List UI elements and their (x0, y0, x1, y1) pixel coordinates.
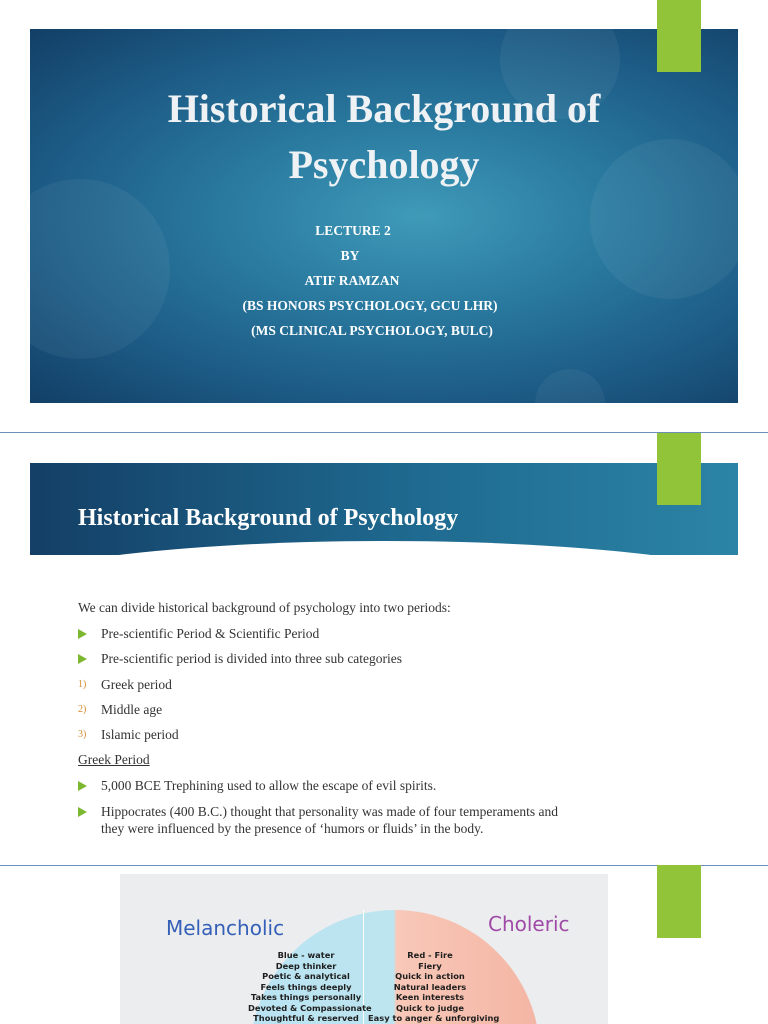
numbered-item-text: Greek period (101, 677, 172, 692)
slide-divider (0, 432, 768, 433)
list-item-text: Pre-scientific period is divided into three sub categories (101, 651, 403, 666)
bullet-arrow-icon (78, 781, 87, 791)
trait: Fiery (418, 960, 442, 971)
item-number: 1) (78, 679, 87, 690)
trait: Takes things personally (250, 992, 362, 1002)
trait: Poetic & analytical (262, 971, 350, 981)
slide-divider (0, 865, 768, 866)
list-item-text: Hippocrates (400 B.C.) thought that personality was made of four temperaments and (101, 804, 559, 819)
temperaments-slide (120, 874, 608, 1024)
author-name: ATIF RAMZAN (304, 273, 400, 288)
title-line-1: Historical Background of (167, 86, 601, 131)
melancholic-traits (248, 950, 372, 1024)
trait: Natural leaders (393, 981, 467, 992)
title-slide-heading (30, 81, 738, 193)
list-item-text: 5,000 BCE Trephining used to allow the escape of evil spirits. (101, 778, 437, 793)
header-curve (30, 541, 738, 555)
numbered-item-text: Islamic period (101, 727, 179, 742)
melancholic-label: Melancholic (166, 916, 285, 940)
trait: Red - Fire (407, 950, 453, 960)
trait: Quick in action (395, 971, 465, 981)
green-accent-tab (657, 433, 701, 505)
trait: Easy to anger & unforgiving (368, 1013, 500, 1023)
slide2-title: Historical Background of Psychology (78, 505, 459, 531)
list-item-text: Pre-scientific Period & Scientific Period (101, 626, 320, 641)
author-degree-bs: (BS HONORS PSYCHOLOGY, GCU LHR) (242, 298, 498, 313)
title-line-2: Psychology (288, 142, 480, 187)
green-accent-tab (657, 0, 701, 72)
lecture-number: LECTURE 2 (315, 223, 391, 238)
by-label: BY (340, 248, 360, 263)
author-degree-ms: (MS CLINICAL PSYCHOLOGY, BULC) (251, 323, 493, 338)
decorative-bubble (535, 369, 605, 403)
greek-period-link[interactable]: Greek Period (78, 752, 150, 767)
item-number: 3) (78, 729, 87, 740)
intro-text: We can divide historical background of psychology into two periods: (78, 600, 451, 615)
green-accent-tab (657, 865, 701, 938)
bullet-arrow-icon (78, 629, 87, 639)
bullet-arrow-icon (78, 654, 87, 664)
item-number: 2) (78, 704, 87, 715)
decorative-bubble (30, 179, 170, 359)
trait: Devoted & Compassionate (248, 1002, 372, 1013)
choleric-traits (368, 950, 500, 1024)
title-slide (30, 29, 738, 403)
trait: Feels things deeply (260, 981, 352, 992)
trait: Thoughtful & reserved (253, 1013, 359, 1023)
trait: Quick to judge (396, 1002, 464, 1013)
trait: Keen interests (395, 992, 465, 1002)
numbered-item-text: Middle age (101, 702, 163, 717)
trait: Deep thinker (275, 960, 337, 971)
bullet-arrow-icon (78, 807, 87, 817)
trait: Blue - water (277, 950, 335, 960)
choleric-label: Choleric (488, 912, 570, 936)
list-item-text: they were influenced by the presence of ‘humors or fluids’ in the body. (101, 821, 484, 836)
